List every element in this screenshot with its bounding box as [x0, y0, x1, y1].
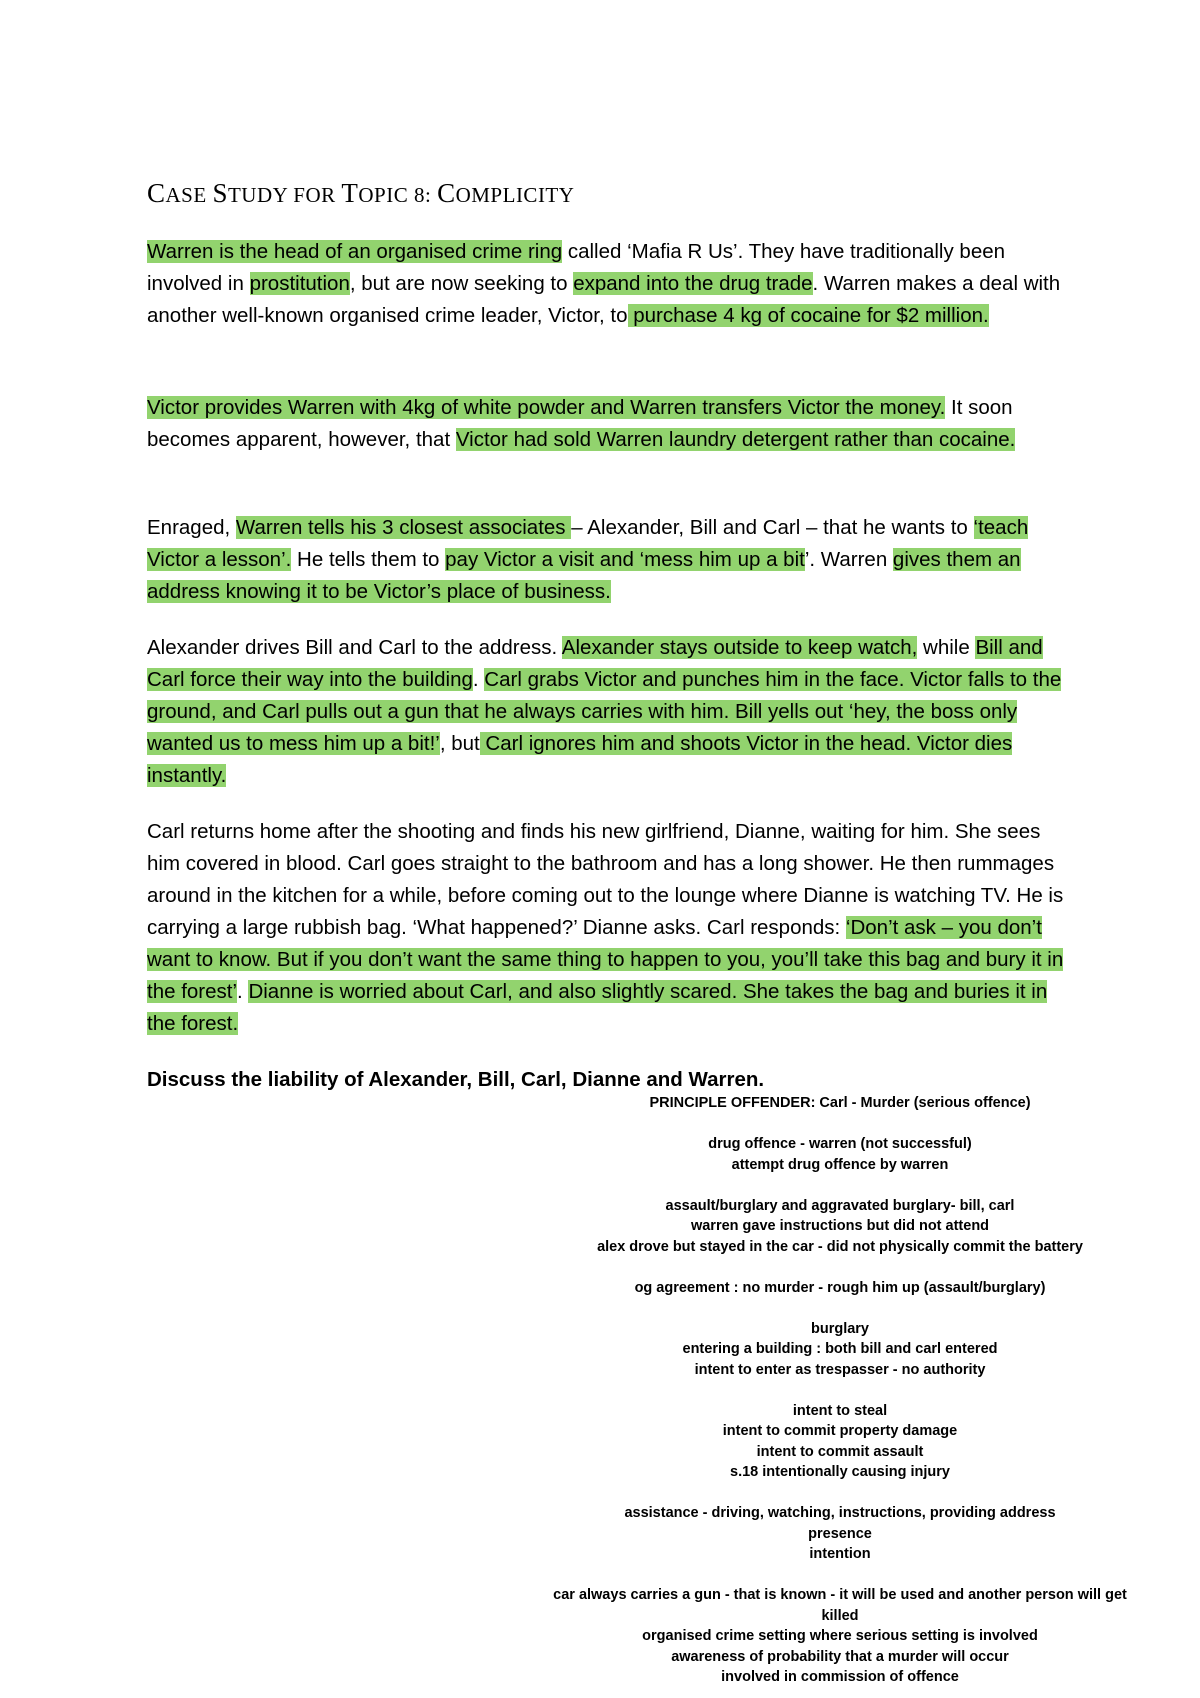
note-spacer	[500, 1298, 1180, 1319]
text-run: called ‘Mafia R Us’. They have traditionally been involved in	[147, 240, 1006, 295]
handwritten-notes	[500, 1093, 1180, 1688]
note-line: assistance - driving, watching, instructions, providing address	[624, 1505, 1056, 1521]
text-run: , but are now seeking to	[349, 272, 574, 295]
text-run: Alexander drives Bill and Carl to the address.	[147, 636, 562, 659]
note-line: killed	[821, 1607, 859, 1624]
note-line: entering a building : both bill and carl entered	[682, 1341, 998, 1357]
note-line: og agreement : no murder - rough him up (assault/burglary)	[634, 1279, 1046, 1296]
note-spacer	[500, 1175, 1180, 1196]
note-line: alex drove but stayed in the car - did not physically commit the battery	[597, 1238, 1083, 1255]
note-line: presence	[808, 1525, 872, 1542]
paragraph-2	[147, 392, 1067, 456]
note-line: intent to steal	[792, 1402, 888, 1419]
paragraph-3	[147, 512, 1067, 608]
highlighted-text: expand into the drug trade	[573, 272, 813, 295]
note-spacer	[500, 1565, 1180, 1586]
note-line: intent to commit assault	[756, 1443, 924, 1460]
highlighted-text: prostitution	[249, 272, 350, 295]
highlighted-text: ‘teach Victor a lesson’.	[147, 516, 1029, 571]
note-line: burglary	[810, 1320, 869, 1337]
note-line: assault/burglary and aggravated burglary- bill, carl	[665, 1197, 1015, 1214]
note-line: involved in commission of offence	[721, 1669, 959, 1685]
highlighted-text: Dianne is worried about Carl, and also slightly scared. She takes the bag and buries it in the forest.	[147, 980, 1048, 1035]
note-spacer	[500, 1483, 1180, 1504]
highlighted-text: Warren tells his 3 closest associates	[235, 516, 572, 539]
paragraph-1	[147, 236, 1067, 332]
highlighted-text: Warren is the head of an organised crime ring	[147, 240, 563, 263]
text-run: It soon becomes apparent, however, that	[147, 396, 1013, 451]
highlighted-text: Carl ignores him and shoots Victor in the head. Victor dies instantly.	[147, 732, 1013, 787]
note-line: drug offence - warren (not successful)	[708, 1136, 972, 1152]
note-line: warren gave instructions but did not attend	[690, 1218, 990, 1234]
note-line: attempt drug offence by warren	[731, 1156, 949, 1173]
text-run: Enraged,	[147, 516, 236, 539]
discussion-question: Discuss the liability of Alexander, Bill, Carl, Dianne and Warren.	[147, 1068, 765, 1091]
highlighted-text: Alexander stays outside to keep watch,	[561, 636, 918, 659]
note-line: awareness of probability that a murder will occur	[671, 1648, 1009, 1665]
note-spacer	[500, 1257, 1180, 1278]
highlighted-text: pay Victor a visit and ‘mess him up a bit	[445, 548, 805, 571]
text-run: Carl returns home after the shooting and finds his new girlfriend, Dianne, waiting for him. She sees him covered in blood. Carl goes straight to the bathroom and has a long shower. He then rummages around in the kitchen for a while, before coming out to the lounge where Dianne is watching TV. He is carrying a large rubbish bag. ‘What happened?’ Dianne asks. Carl responds:	[147, 820, 1064, 939]
highlighted-text: ‘Don’t ask – you don’t want to know. But if you don’t want the same thing to happen to you, you’ll take this bag and bury it in the forest’	[147, 916, 1064, 1003]
note-line: organised crime setting where serious setting is involved	[642, 1628, 1038, 1644]
note-spacer	[500, 1380, 1180, 1401]
text-run: . Warren makes a deal with another well-known organised crime leader, Victor, to	[147, 272, 1061, 327]
note-spacer	[500, 1114, 1180, 1135]
text-run: ’. Warren	[804, 548, 893, 571]
note-line: intent to enter as trespasser - no authority	[694, 1361, 986, 1378]
text-run: .	[472, 668, 485, 691]
note-line: car always carries a gun - that is known - it will be used and another person will get	[553, 1587, 1127, 1603]
highlighted-text: Carl grabs Victor and punches him in the face. Victor falls to the ground, and Carl pulls out a gun that he always carries with him. Bill yells out ‘hey, the boss only wanted us to mess him up a bit!’	[147, 668, 1062, 755]
highlighted-text: Victor provides Warren with 4kg of white powder and Warren transfers Victor the money.	[147, 396, 946, 419]
highlighted-text: gives them an address knowing it to be Victor’s place of business.	[147, 548, 1021, 603]
paragraph-5	[147, 816, 1067, 1040]
highlighted-text: Victor had sold Warren laundry detergent rather than cocaine.	[455, 428, 1016, 451]
note-line: intent to commit property damage	[722, 1423, 958, 1439]
highlighted-text: purchase 4 kg of cocaine for $2 million.	[627, 304, 989, 327]
text-run: , but	[439, 732, 480, 755]
text-run: .	[237, 980, 249, 1003]
note-line: s.18 intentionally causing injury	[730, 1464, 950, 1480]
highlighted-text: Bill and Carl force their way into the building	[147, 636, 1043, 691]
text-run: – Alexander, Bill and Carl – that he wants to	[571, 516, 974, 539]
text-run: He tells them to	[291, 548, 446, 571]
text-run: while	[917, 636, 976, 659]
note-line: PRINCIPLE OFFENDER: Carl - Murder (serious offence)	[649, 1095, 1031, 1111]
note-line: intention	[809, 1546, 871, 1562]
page-title: CASE STUDY FOR TOPIC 8: COMPLICITY	[147, 178, 575, 208]
paragraph-4	[147, 632, 1067, 792]
